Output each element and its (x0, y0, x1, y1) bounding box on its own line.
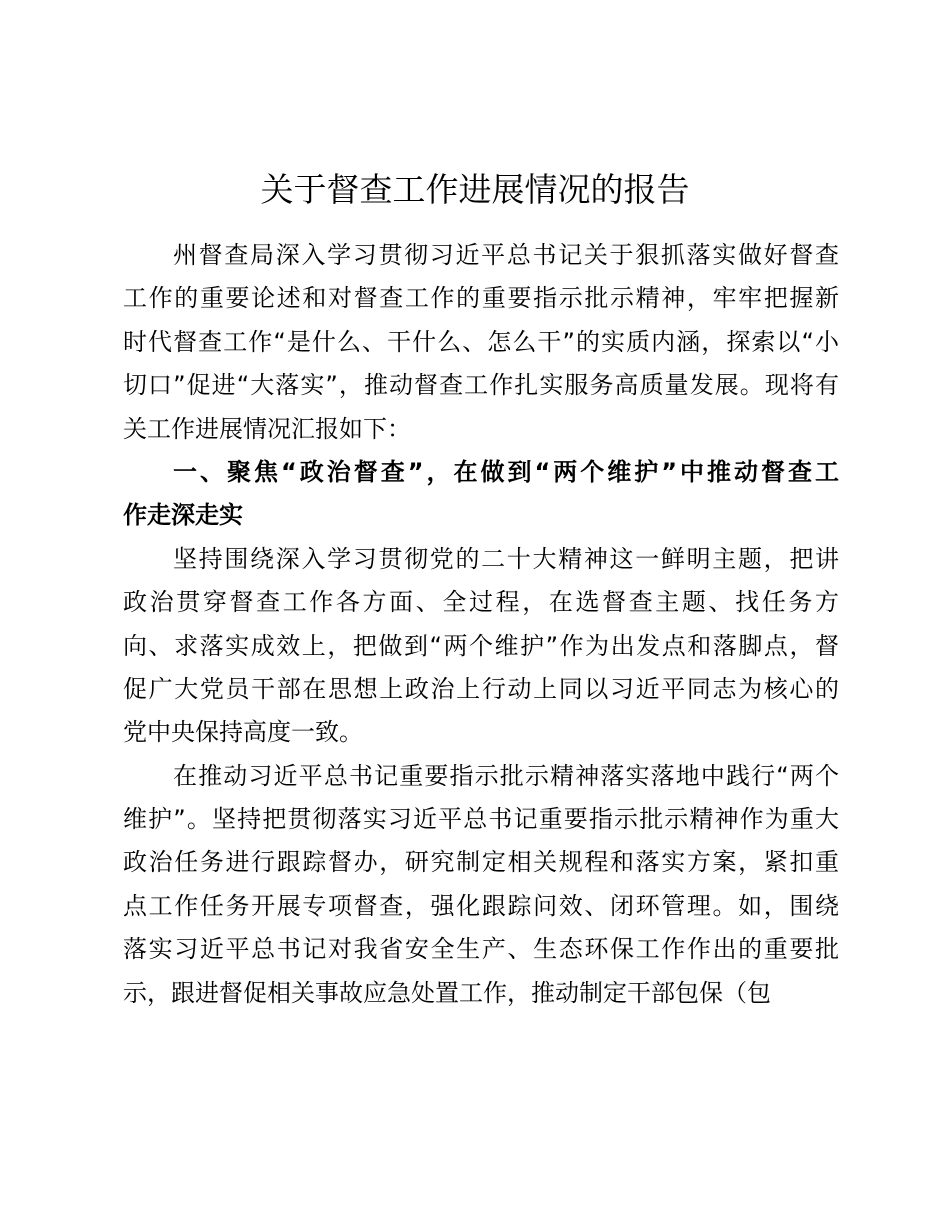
text-line: 示，跟进督促相关事故应急处置工作，推动制定干部包保（包 (123, 978, 771, 1007)
document-body (123, 234, 839, 1015)
text-line: 向、求落实成效上，把做到“两个维护”作为出发点和落脚点，督 (123, 631, 839, 660)
text-line: 促广大党员干部在思想上政治上行动上同以习近平同志为核心的 (123, 674, 839, 703)
section-heading (123, 451, 839, 538)
text-line: 切口”促进“大落实”，推动督查工作扎实服务高质量发展。现将有 (123, 371, 839, 400)
text-line: 政治任务进行跟踪督办，研究制定相关规程和落实方案，紧扣重 (123, 848, 839, 877)
text-line: 落实习近平总书记对我省安全生产、生态环保工作作出的重要批 (123, 935, 839, 964)
text-line: 坚持围绕深入学习贯彻党的二十大精神这一鲜明主题，把讲 (173, 544, 839, 573)
text-line: 政治贯穿督查工作各方面、全过程，在选督查主题、找任务方 (123, 588, 839, 617)
text-line: 党中央保持高度一致。 (123, 718, 363, 747)
text-line: 在推动习近平总书记重要指示批示精神落实落地中践行“两个 (173, 761, 839, 790)
intro-paragraph (123, 234, 839, 451)
text-line: 关工作进展情况汇报如下： (123, 414, 411, 443)
text-line: 维护”。坚持把贯彻落实习近平总书记重要指示批示精神作为重大 (123, 805, 839, 834)
text-line: 时代督查工作“是什么、干什么、怎么干”的实质内涵，探索以“小 (123, 327, 839, 356)
document-title: 关于督查工作进展情况的报告 (260, 170, 690, 209)
heading-line: 一、聚焦“政治督查”，在做到“两个维护”中推动督查工 (173, 457, 839, 486)
text-line: 工作的重要论述和对督查工作的重要指示批示精神，牢牢把握新 (123, 284, 839, 313)
text-line: 州督查局深入学习贯彻习近平总书记关于狠抓落实做好督查 (173, 241, 839, 269)
body-paragraph (123, 755, 839, 1015)
body-paragraph (123, 538, 839, 755)
text-line: 点工作任务开展专项督查，强化跟踪问效、闭环管理。如，围绕 (123, 891, 839, 920)
heading-line: 作走深走实 (123, 501, 243, 530)
